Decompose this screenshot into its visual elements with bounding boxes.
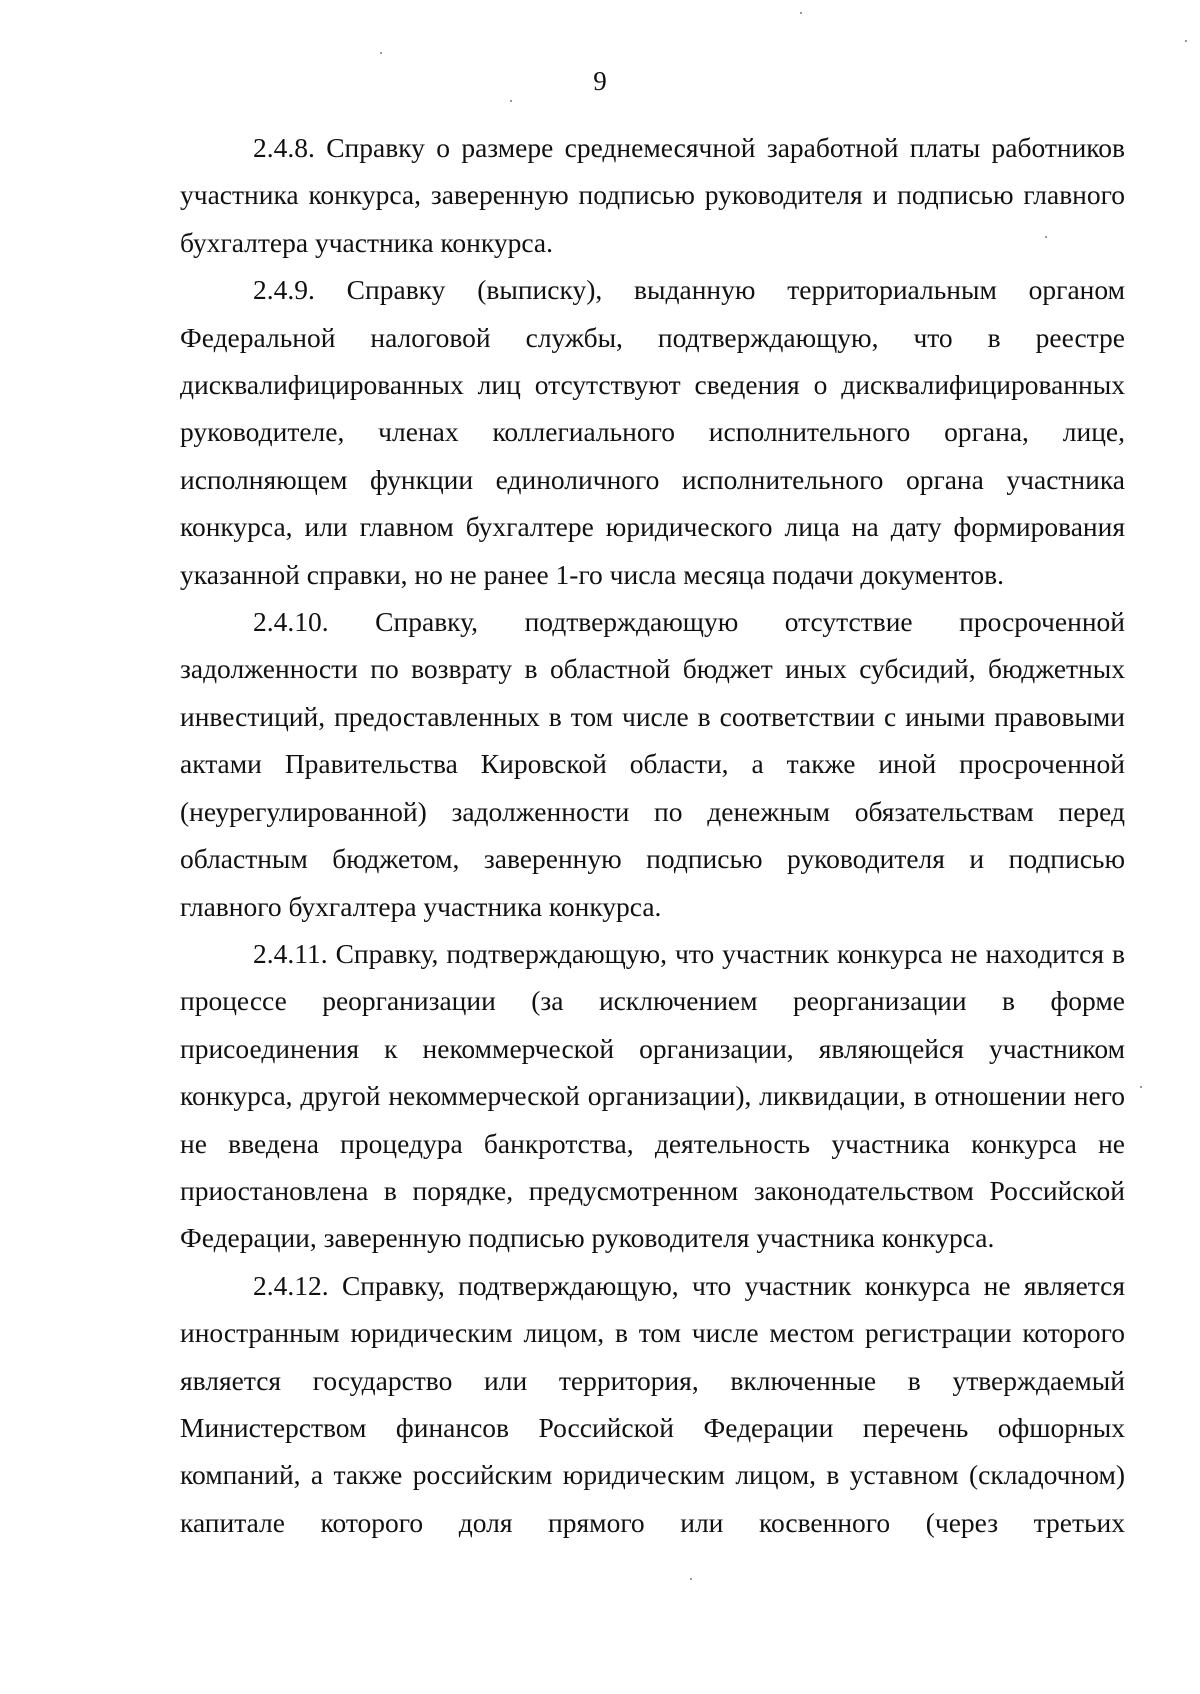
scan-speck	[1140, 1086, 1142, 1088]
document-body	[180, 124, 1125, 1546]
scan-speck	[380, 52, 382, 54]
paragraph-2-4-9: 2.4.9. Справку (выписку), выданную территориальным органом Федеральной налоговой службы, подтверждающую, что в реестре дисквалифицированных лиц отсутствуют сведения о дисквалифицированных руководителе, членах коллегиального исполнительного органа, лице, исполняющем функции единоличного исполнительного органа участника конкурса, или главном бухгалтере юридического лица на дату формирования указанной справки, но не ранее 1-го числа месяца подачи документов.	[180, 274, 1125, 590]
scan-speck	[510, 100, 512, 102]
scan-speck	[1185, 40, 1187, 42]
page-number: 9	[593, 66, 607, 96]
paragraph-2-4-12: 2.4.12. Справку, подтверждающую, что участник конкурса не является иностранным юридическим лицом, в том числе местом регистрации которого является государство или территория, включенные в утверждаемый Министерством финансов Российской Федерации перечень офшорных компаний, а также российским юридическим лицом, в уставном (складочном) капитале которого доля прямого или косвенного (через третьих	[180, 1269, 1125, 1538]
paragraph-2-4-11: 2.4.11. Справку, подтверждающую, что участник конкурса не находится в процессе реорганизации (за исключением реорганизации в форме присоединения к некоммерческой организации, являющейся участником конкурса, другой некоммерческой организации), ликвидации, в отношении него не введена процедура банкротства, деятельность участника конкурса не приостановлена в порядке, предусмотренном законодательством Российской Федерации, заверенную подписью руководителя участника конкурса.	[180, 937, 1125, 1254]
scan-speck	[800, 12, 802, 14]
paragraph-2-4-10: 2.4.10. Справку, подтверждающую отсутствие просроченной задолженности по возврату в областной бюджет иных субсидий, бюджетных инвестиций, предоставленных в том числе в соответствии с иными правовыми актами Правительства Кировской области, а также иной просроченной (неурегулированной) задолженности по денежным обязательствам перед областным бюджетом, заверенную подписью руководителя и подписью главного бухгалтера участника конкурса.	[180, 606, 1125, 922]
scan-speck	[690, 1578, 692, 1580]
paragraph-2-4-8: 2.4.8. Справку о размере среднемесячной заработной платы работников участника конкурса, заверенную подписью руководителя и подписью главного бухгалтера участника конкурса.	[180, 132, 1125, 258]
scan-speck	[1045, 236, 1047, 238]
